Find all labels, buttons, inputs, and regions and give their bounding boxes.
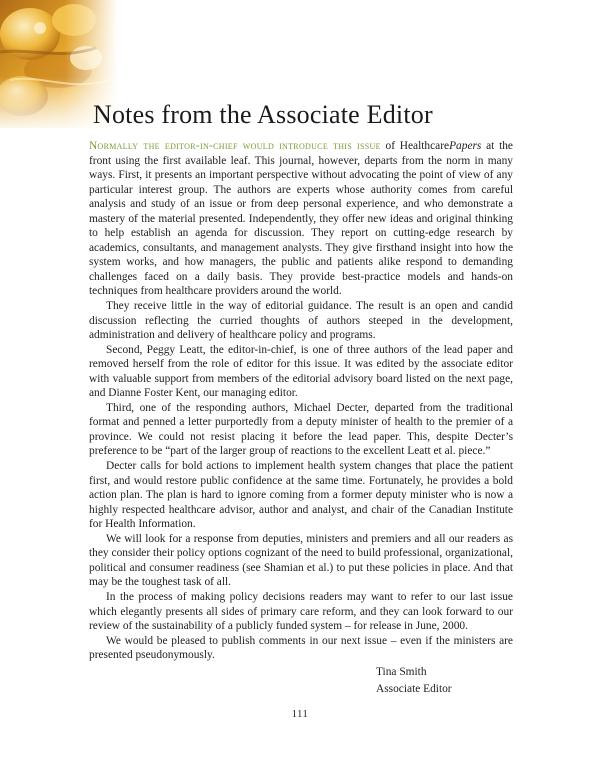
article-paragraph: Second, Peggy Leatt, the editor-in-chief, is one of three authors of the lead paper and removed herself from the role of editor for this issue. It was edited by the associate editor with valuable support from members of the editorial advisory board listed on the next page, and Dianne Foster Kent, our managing editor. — [89, 343, 513, 400]
lead-in-text: Normally the editor-in-chief would introduce this issue — [89, 140, 381, 152]
article-body — [89, 139, 513, 663]
title-text: otes from the Associate Editor — [111, 100, 433, 129]
title-initial: N — [93, 100, 112, 129]
page-title — [93, 100, 433, 130]
article-paragraph: We will look for a response from deputies, ministers and premiers and all our readers as they consider their policy options cognizant of the need to build professional, organizational, political and consumer readiness (see Shamian et al.) to put these policies in place. And that may be the toughest task of all. — [89, 532, 513, 589]
article-paragraph: We would be pleased to publish comments in our next issue – even if the ministers are presented pseudonymously. — [89, 634, 513, 662]
paragraph-text: at the front using the first available leaf. This journal, however, departs from the norm in many ways. First, it presents an important perspective without advocating the point of view of any particular interest group. The authors are experts whose authority comes from careful analysis and study of an issue or from deep personal experience, and who demonstrate a mastery of the material presented. Independently, they offer new ideas and original thinking to help establish an agenda for discussion. They report on cutting-edge research by academics, consultants, and management analysts. They give firsthand insight into how the system works, and how managers, the public and patients alike respond to demanding challenges faced on a daily basis. They provide best-practice models and hands-on techniques from healthcare providers around the world. — [89, 140, 513, 298]
article-paragraph: They receive little in the way of editorial guidance. The result is an open and candid discussion reflecting the curried thoughts of authors steeped in the development, administration and delivery of healthcare policy and programs. — [89, 300, 513, 342]
signature-name: Tina Smith — [376, 666, 427, 678]
journal-name-prefix: Healthcare — [399, 140, 450, 152]
signature-role: Associate Editor — [376, 683, 452, 695]
article-paragraph — [89, 139, 513, 299]
signature-block — [376, 664, 452, 698]
journal-name-suffix: Papers — [449, 140, 482, 152]
article-paragraph: Third, one of the responding authors, Michael Decter, departed from the traditional format and penned a letter purportedly from a deputy minister of health to the premier of a province. We could not resist placing it before the lead paper. This, despite Decter’s preference to be “part of the larger group of reactions to the excellent Leatt et al. piece.” — [89, 401, 513, 458]
page-number: 111 — [291, 709, 309, 720]
lead-of: of — [380, 140, 400, 152]
article-paragraph: Decter calls for bold actions to implement health system changes that place the patient first, and would restore public confidence at the same time. Fortunately, he provides a bold action plan. The plan is hard to ignore coming from a former deputy minister who is now a highly respected healthcare advisor, author and analyst, and chair of the Canadian Institute for Health Information. — [89, 460, 513, 531]
article-paragraph: In the process of making policy decisions readers may want to refer to our last issue which elegantly presents all sides of primary care reform, and they can look forward to our review of the sustainability of a publicly funded system – for release in June, 2000. — [89, 590, 513, 633]
